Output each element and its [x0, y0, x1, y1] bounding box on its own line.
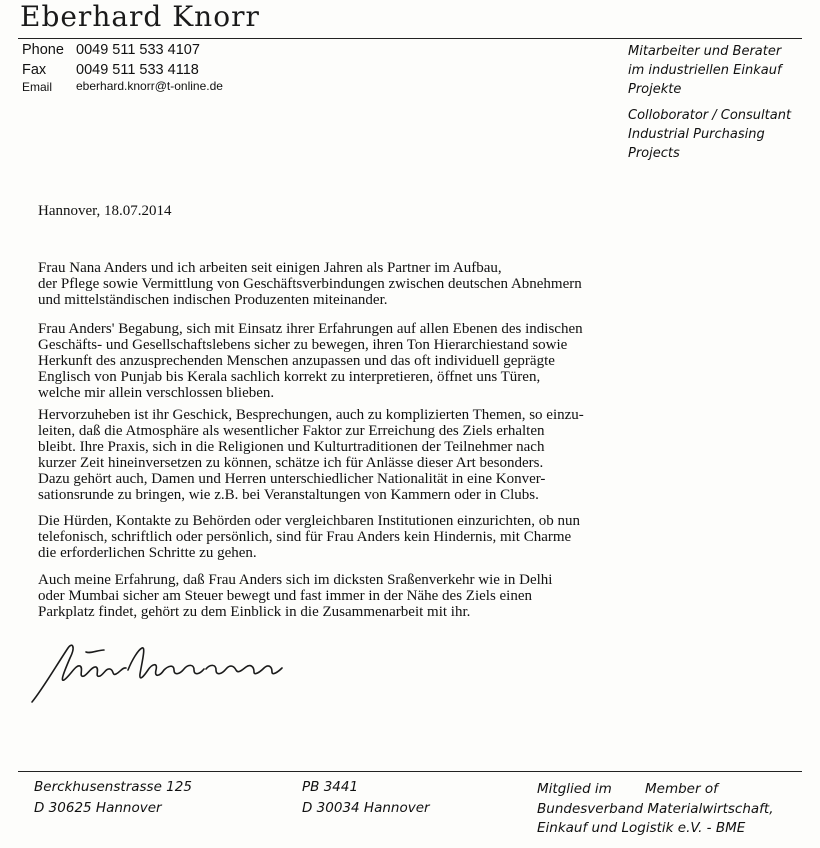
paragraph-line: telefonisch, schriftlich oder persönlich, sind für Frau Anders kein Hindernis, mit Charme	[38, 529, 572, 545]
signature-image	[28, 636, 298, 708]
email-value: eberhard.knorr@t-online.de	[76, 79, 223, 93]
paragraph-line: Frau Nana Anders und ich arbeiten seit einigen Jahren als Partner im Aufbau,	[38, 260, 502, 276]
paragraph-3	[38, 407, 728, 503]
paragraph-line: und mittelständischen indischen Produzenten miteinander.	[38, 292, 388, 308]
footer-divider	[18, 771, 802, 772]
paragraph-line: Hervorzuheben ist ihr Geschick, Besprechungen, auch zu komplizierten Themen, so einzu-	[38, 407, 584, 423]
paragraph-line: kurzer Zeit hineinversetzen zu können, schätze ich für Anlässe dieser Art besonders.	[38, 455, 544, 471]
paragraph-line: der Pflege sowie Vermittlung von Geschäftsverbindungen zwischen deutschen Abnehmern	[38, 276, 582, 292]
paragraph-line: Parkplatz findet, gehört zu dem Einblick in die Zusammenarbeit mit ihr.	[38, 604, 471, 620]
role-en-3: Projects	[628, 146, 680, 161]
role-de-1: Mitarbeiter und Berater	[628, 44, 782, 59]
role-de-3: Projekte	[628, 82, 682, 97]
header-divider	[18, 38, 802, 39]
paragraph-line: Herkunft des anzusprechenden Menschen anzupassen und das oft individuell geprägte	[38, 353, 555, 369]
paragraph-line: bleibt. Ihre Praxis, sich in die Religionen und Kulturtraditionen der Teilnehmer nach	[38, 439, 545, 455]
fax-value: 0049 511 533 4118	[76, 62, 199, 78]
footer-association-name: Einkauf und Logistik e.V. - BME	[537, 820, 746, 836]
paragraph-line: oder Mumbai sicher am Steuer bewegt und fast immer in der Nähe des Ziels einen	[38, 588, 533, 604]
footer-pobox-city: D 30034 Hannover	[302, 800, 430, 816]
footer-association: Bundesverband Materialwirtschaft,	[537, 801, 774, 817]
paragraph-line: die erforderlichen Schritte zu gehen.	[38, 545, 257, 561]
paragraph-line: Geschäfts- und Gesellschaftslebens sicher zu bewegen, ihren Ton Hierarchiestand sowie	[38, 337, 568, 353]
paragraph-line: Auch meine Erfahrung, daß Frau Anders sich im dicksten Sraßenverkehr wie in Delhi	[38, 572, 553, 588]
paragraph-line: Dazu gehört auch, Damen und Herren unterschiedlicher Nationalität in eine Konver-	[38, 471, 546, 487]
letter-date: Hannover, 18.07.2014	[38, 203, 172, 219]
footer-member-de: Mitglied im	[537, 781, 612, 797]
footer-address-street: Berckhusenstrasse 125	[34, 779, 192, 795]
paragraph-2	[38, 321, 728, 401]
phone-label: Phone	[22, 42, 64, 58]
paragraph-line: sationsrunde zu bringen, wie z.B. bei Veranstaltungen von Kammern oder in Clubs.	[38, 487, 539, 503]
paragraph-4	[38, 513, 728, 561]
paragraph-line: leiten, daß die Atmosphäre als wesentlicher Faktor zur Erreichung des Ziels erhalten	[38, 423, 545, 439]
paragraph-5	[38, 572, 728, 620]
fax-label: Fax	[22, 62, 47, 78]
footer-address-city: D 30625 Hannover	[34, 800, 162, 816]
role-en-2: Industrial Purchasing	[628, 127, 765, 142]
footer-pobox: PB 3441	[302, 779, 359, 795]
paragraph-1	[38, 260, 728, 308]
paragraph-line: Englisch von Punjab bis Kerala sachlich korrekt zu interpretieren, öffnet uns Türen,	[38, 369, 541, 385]
email-label: Email	[22, 80, 53, 94]
paragraph-line: welche mir allein verschlossen blieben.	[38, 385, 275, 401]
role-de-2: im industriellen Einkauf	[628, 63, 782, 78]
paragraph-line: Frau Anders' Begabung, sich mit Einsatz ihrer Erfahrungen auf allen Ebenen des indischen	[38, 321, 583, 337]
paragraph-line: Die Hürden, Kontakte zu Behörden oder vergleichbaren Institutionen einzurichten, ob nun	[38, 513, 581, 529]
phone-value: 0049 511 533 4107	[76, 42, 200, 58]
letterhead-name: Eberhard Knorr	[20, 0, 260, 33]
footer-member-en: Member of	[645, 781, 718, 797]
role-en-1: Colloborator / Consultant	[628, 108, 792, 123]
